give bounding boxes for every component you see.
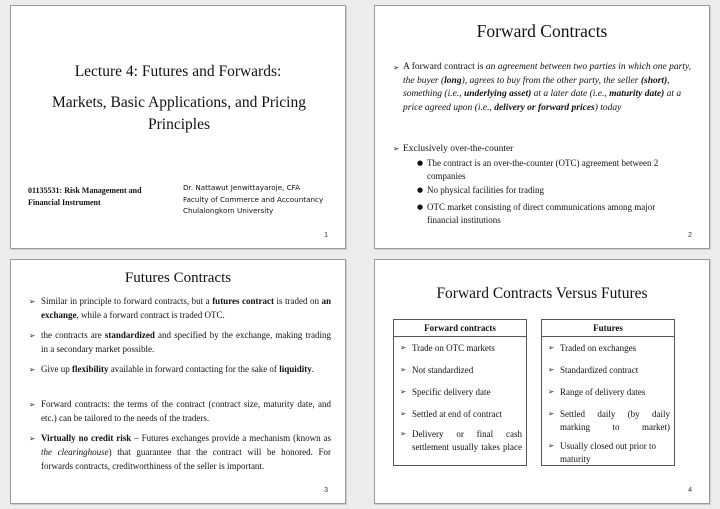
page-number: 4 [688, 487, 692, 494]
arrow-bullet-icon: ➢ [400, 343, 407, 352]
course-line: Financial Instrument [28, 198, 101, 207]
author-university: Chulalongkorn University [183, 206, 274, 216]
bullet-similar [29, 295, 332, 323]
list-item [548, 408, 670, 433]
forward-header: Forward contracts [394, 320, 526, 337]
slide-2 [374, 5, 710, 249]
author-name: Dr. Nattawut Jenwittayaroje, CFA [183, 183, 301, 192]
arrow-bullet-icon: ➢ [400, 409, 407, 418]
arrow-bullet-icon: ➢ [548, 409, 555, 418]
arrow-bullet-icon: ➢ [548, 343, 555, 352]
page-number: 2 [688, 232, 692, 239]
list-item [400, 342, 522, 355]
arrow-bullet-icon: ➢ [29, 434, 36, 443]
course-line: 01135531: Risk Management and [28, 186, 142, 195]
text: underlying asset) [463, 89, 532, 100]
text: at a later date (i.e., [531, 89, 610, 100]
text: Exclusively over-the-counter [403, 144, 514, 154]
text: available in forward contacting for the sake of [108, 364, 280, 374]
text: , something (i.e., [403, 75, 670, 100]
text: Trade on OTC markets [412, 343, 495, 353]
arrow-bullet-icon: ➢ [29, 365, 36, 374]
text: at a price agreed upon (i.e., [403, 89, 682, 114]
text: Settled daily (by daily marking to market) [560, 409, 670, 432]
course-name [28, 185, 178, 209]
list-item [400, 386, 522, 399]
text: A forward contract is [403, 62, 486, 72]
bullet-standardized [29, 329, 332, 357]
bullet-flexibility [29, 363, 331, 377]
text: , while a forward contract is traded OTC. [76, 309, 225, 320]
arrow-bullet-icon: ➢ [400, 429, 407, 438]
text: is traded on [274, 296, 322, 306]
list-item [400, 428, 522, 453]
text: Forward contracts: the terms of the contract (contract size, maturity date, and etc.) can be tailored to the needs of the traders. [41, 399, 331, 423]
arrow-bullet-icon: ➢ [400, 387, 407, 396]
text: Usually closed out prior to maturity [560, 441, 656, 464]
author-info [183, 182, 343, 217]
text: Similar in principle to forward contracts, but a [41, 296, 213, 306]
arrow-bullet-icon: ➢ [393, 144, 400, 153]
text: an exchange [41, 296, 332, 320]
arrow-bullet-icon: ➢ [29, 331, 36, 340]
text: and specified by the exchange, making trading in a secondary market possible. [41, 330, 332, 354]
text: Delivery or final cash settlement usually takes place [412, 429, 522, 452]
text: Give up [41, 364, 72, 374]
text: (short) [640, 75, 668, 86]
text: No physical facilities for trading [427, 185, 544, 195]
arrow-bullet-icon: ➢ [393, 63, 400, 72]
text: – Futures exchanges provide a mechanism (known as [131, 433, 332, 443]
list-item [548, 440, 670, 465]
dot-bullet-icon: ● [417, 203, 424, 211]
text: the contracts are [41, 330, 105, 340]
text: OTC market consisting of direct communications among major financial institutions [427, 202, 656, 225]
text: standardized [104, 330, 155, 340]
lecture-subtitle: Markets, Basic Applications, and Pricing Principles [52, 94, 306, 133]
dot-bullet-icon: ● [417, 186, 424, 194]
slide-1 [10, 5, 346, 249]
sub-bullet [417, 157, 685, 182]
list-item [400, 408, 522, 421]
text: Specific delivery date [412, 387, 491, 397]
text: The contract is an over-the-counter (OTC) agreement between 2 companies [427, 158, 659, 181]
text: long [444, 75, 462, 86]
futures-header: Futures [542, 320, 674, 337]
text: ) that guarantee that the contract will be honored. For forwards contracts, creditworthiness of the seller is important. [41, 446, 331, 471]
arrow-bullet-icon: ➢ [29, 400, 36, 409]
arrow-bullet-icon: ➢ [29, 297, 36, 306]
bullet-credit-risk [29, 432, 332, 473]
page-number: 3 [324, 487, 328, 494]
text: the clearinghouse [41, 446, 109, 457]
text: Not standardized [412, 365, 474, 375]
text: maturity date) [609, 89, 665, 100]
text: Range of delivery dates [560, 387, 646, 397]
text: liquidity [279, 364, 312, 374]
text: Virtually no credit risk [41, 433, 132, 443]
bullet-forward-definition [393, 61, 693, 116]
arrow-bullet-icon: ➢ [548, 365, 555, 374]
text: flexibility [72, 364, 109, 374]
slide-3 [10, 259, 346, 504]
slide-title: Forward Contracts [476, 21, 608, 41]
slide-title: Futures Contracts [124, 270, 232, 286]
bullet-forward-terms [29, 398, 331, 426]
sub-bullet [417, 201, 685, 226]
author-faculty: Faculty of Commerce and Accountancy [183, 194, 324, 204]
lecture-title: Lecture 4: Futures and Forwards: [74, 63, 282, 80]
list-item [400, 364, 522, 377]
text: Traded on exchanges [560, 343, 637, 353]
text: ), agrees to buy from the other party, the seller [461, 75, 641, 86]
list-item [548, 342, 670, 355]
futures-column [541, 319, 675, 466]
list-item [548, 386, 670, 399]
arrow-bullet-icon: ➢ [548, 441, 555, 450]
text: futures contract [212, 296, 275, 306]
text: . [311, 364, 314, 374]
text: Standardized contract [560, 365, 639, 375]
text: an agreement between two parties in which one party, the buyer ( [403, 62, 692, 86]
page-number: 1 [324, 232, 328, 239]
dot-bullet-icon: ● [417, 159, 424, 167]
forward-column [393, 319, 527, 466]
text: delivery or forward prices [494, 103, 595, 114]
bullet-otc [393, 144, 514, 154]
arrow-bullet-icon: ➢ [400, 365, 407, 374]
slide-4 [374, 259, 710, 504]
list-item [548, 364, 670, 377]
sub-bullet [417, 184, 685, 197]
text: Settled at end of contract [412, 409, 502, 419]
arrow-bullet-icon: ➢ [548, 387, 555, 396]
text: ) today [594, 103, 622, 114]
slide-title: Forward Contracts Versus Futures [436, 285, 648, 302]
